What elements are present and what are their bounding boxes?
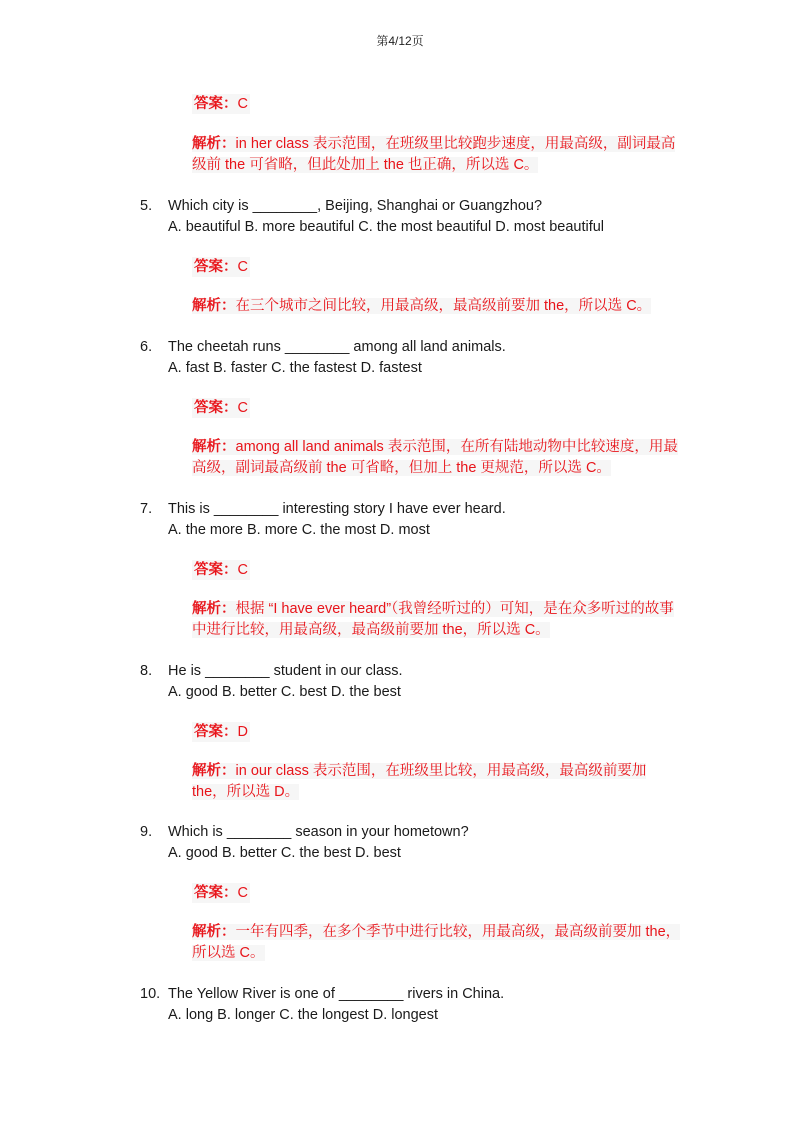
answer-label: 答案： <box>194 400 238 416</box>
answer-value: D <box>237 724 248 740</box>
question-stem: He is ________ student in our class. <box>168 663 403 679</box>
question-5 <box>140 196 542 216</box>
explain-label: 解析： <box>192 439 236 455</box>
answer-value: C <box>237 96 248 112</box>
answer-q9 <box>192 883 250 903</box>
explain-text: in her class 表示范围，在班级里比较跑步速度，用最高级，副词最高级前 the 可省略，但此处加上 the 也正确，所以选 C。 <box>192 136 676 173</box>
explain-text: among all land animals 表示范围，在所有陆地动物中比较速度，用最高级，副词最高级前 the 可省略，但加上 the 更规范，所以选 C。 <box>192 439 678 476</box>
question-stem: Which city is ________, Beijing, Shanghai or Guangzhou? <box>168 198 543 214</box>
explain-text: in our class 表示范围，在班级里比较，用最高级，最高级前要加 the，所以选 D。 <box>192 763 647 800</box>
question-stem: The cheetah runs ________ among all land animals. <box>168 339 506 355</box>
question-number: 7. <box>140 501 153 517</box>
explain-label: 解析： <box>192 763 236 779</box>
question-number: 6. <box>140 339 153 355</box>
answer-q4 <box>192 94 250 114</box>
question-stem: This is ________ interesting story I have ever heard. <box>168 501 506 517</box>
answer-label: 答案： <box>194 724 238 740</box>
question-number: 9. <box>140 824 153 840</box>
answer-value: C <box>237 400 248 416</box>
explain-label: 解析： <box>192 298 236 314</box>
question-options: A. the more B. more C. the most D. most <box>168 522 430 538</box>
explanation-q9 <box>192 922 682 964</box>
question-6 <box>140 337 506 357</box>
answer-label: 答案： <box>194 885 238 901</box>
explain-text: 一年有四季，在多个季节中进行比较，用最高级，最高级前要加 the，所以选 C。 <box>192 924 681 961</box>
answer-label: 答案： <box>194 96 238 112</box>
question-options: A. good B. better C. best D. the best <box>168 684 401 700</box>
explain-text: 根据 “I have ever heard”（我曾经听过的）可知，是在众多听过的故事中进行比较，用最高级，最高级前要加 the，所以选 C。 <box>192 601 674 638</box>
explanation-q5 <box>192 296 682 317</box>
question-number: 5. <box>140 198 153 214</box>
explanation-q7 <box>192 599 682 641</box>
question-7 <box>140 499 506 519</box>
question-8 <box>140 661 403 681</box>
answer-q8 <box>192 722 250 742</box>
explanation-q4 <box>192 134 682 176</box>
answer-q5 <box>192 257 250 277</box>
answer-value: C <box>237 259 248 275</box>
answer-value: C <box>237 562 248 578</box>
answer-value: C <box>237 885 248 901</box>
question-stem: The Yellow River is one of ________ rivers in China. <box>168 986 505 1002</box>
explain-label: 解析： <box>192 601 236 617</box>
explain-label: 解析： <box>192 924 236 940</box>
question-options: A. fast B. faster C. the fastest D. fastest <box>168 360 422 376</box>
question-10 <box>140 984 504 1004</box>
page-number: 第4/12页 <box>376 34 424 48</box>
answer-q7 <box>192 560 250 580</box>
question-stem: Which is ________ season in your hometown? <box>168 824 469 840</box>
question-options: A. good B. better C. the best D. best <box>168 845 401 861</box>
explain-text: 在三个城市之间比较，用最高级，最高级前要加 the，所以选 C。 <box>235 298 652 314</box>
explanation-q8 <box>192 761 682 803</box>
question-number: 8. <box>140 663 153 679</box>
question-options: A. long B. longer C. the longest D. longest <box>168 1007 439 1023</box>
answer-q6 <box>192 398 250 418</box>
answer-label: 答案： <box>194 259 238 275</box>
question-number: 10. <box>140 986 161 1002</box>
explain-label: 解析： <box>192 136 236 152</box>
question-9 <box>140 822 469 842</box>
question-options: A. beautiful B. more beautiful C. the most beautiful D. most beautiful <box>168 219 605 235</box>
answer-label: 答案： <box>194 562 238 578</box>
explanation-q6 <box>192 437 682 479</box>
